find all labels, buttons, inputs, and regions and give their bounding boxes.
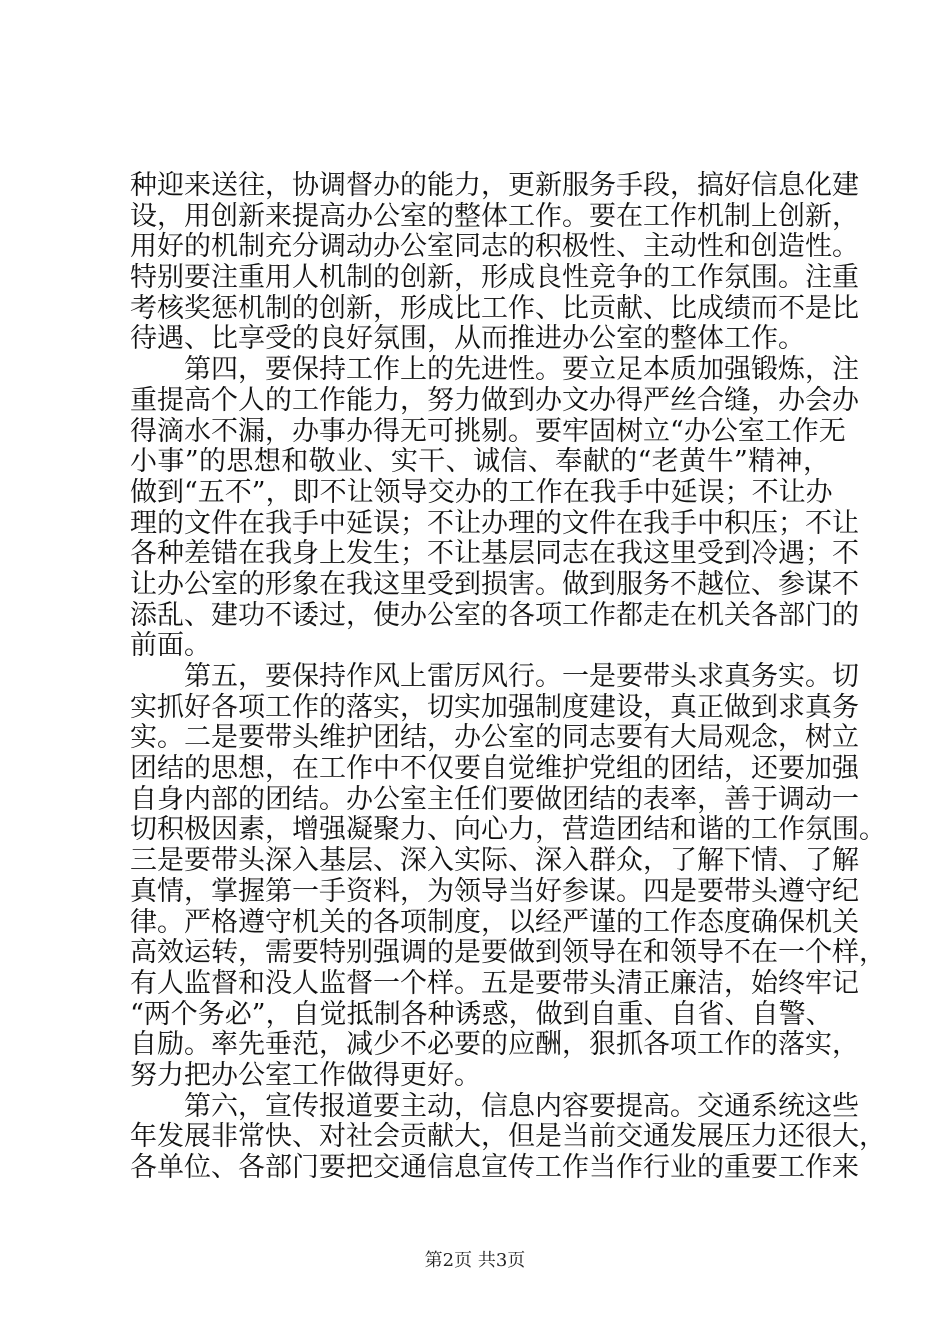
text-line: 实抓好各项工作的落实，切实加强制度建设，真正做到求真务 — [130, 691, 859, 723]
text-line: 自励。率先垂范，减少不必要的应酬，狠抓各项工作的落实， — [130, 1029, 859, 1061]
text-line: “两个务必”，自觉抵制各种诱惑，做到自重、自省、自警、 — [130, 998, 833, 1030]
text-line: 理的文件在我手中延误；不让办理的文件在我手中积压；不让 — [130, 507, 859, 539]
text-line: 律。严格遵守机关的各项制度，以经严谨的工作态度确保机关 — [130, 906, 859, 938]
text-line: 得滴水不漏，办事办得无可挑剔。要牢固树立“办公室工作无 — [130, 415, 846, 447]
text-line: 小事”的思想和敬业、实干、诚信、奉献的“老黄牛”精神， — [130, 446, 830, 478]
text-line: 添乱、建功不诿过，使办公室的各项工作都走在机关各部门的 — [130, 599, 859, 631]
text-line: 待遇、比享受的良好氛围，从而推进办公室的整体工作。 — [130, 323, 805, 355]
text-line: 真情，掌握第一手资料，为领导当好参谋。四是要带头遵守纪 — [130, 875, 859, 907]
text-line: 用好的机制充分调动办公室同志的积极性、主动性和创造性。 — [130, 231, 859, 263]
text-line: 特别要注重用人机制的创新，形成良性竞争的工作氛围。注重 — [130, 262, 859, 294]
text-line: 设，用创新来提高办公室的整体工作。要在工作机制上创新， — [130, 200, 859, 232]
text-line: 实。二是要带头维护团结，办公室的同志要有大局观念，树立 — [130, 722, 859, 754]
text-line: 努力把办公室工作做得更好。 — [130, 1059, 481, 1091]
text-line: 第四，要保持工作上的先进性。要立足本质加强锻炼，注 — [184, 354, 859, 386]
text-line: 切积极因素，增强凝聚力、向心力，营造团结和谐的工作氛围。 — [130, 814, 886, 846]
page-footer: 第2页 共3页 — [424, 1250, 526, 1271]
text-line: 年发展非常快、对社会贡献大，但是当前交通发展压力还很大， — [130, 1121, 886, 1153]
text-line: 第六，宣传报道要主动，信息内容要提高。交通系统这些 — [184, 1090, 859, 1122]
text-line: 第五，要保持作风上雷厉风行。一是要带头求真务实。切 — [184, 661, 859, 692]
text-line: 让办公室的形象在我这里受到损害。做到服务不越位、参谋不 — [130, 568, 859, 600]
text-line: 团结的思想，在工作中不仅要自觉维护党组的团结，还要加强 — [130, 753, 859, 785]
text-line: 各种差错在我身上发生；不让基层同志在我这里受到冷遇；不 — [130, 538, 859, 570]
text-line: 做到“五不”，即不让领导交办的工作在我手中延误；不让办 — [130, 476, 833, 508]
text-line: 高效运转，需要特别强调的是要做到领导在和领导不在一个样， — [130, 937, 886, 969]
text-line: 三是要带头深入基层、深入实际、深入群众，了解下情、了解 — [130, 845, 859, 877]
text-line: 重提高个人的工作能力，努力做到办文办得严丝合缝，办会办 — [130, 384, 859, 416]
text-line: 前面。 — [130, 630, 211, 662]
text-line: 各单位、各部门要把交通信息宣传工作当作行业的重要工作来 — [130, 1152, 859, 1183]
text-line: 考核奖惩机制的创新，形成比工作、比贡献、比成绩而不是比 — [130, 292, 859, 324]
text-line: 有人监督和没人监督一个样。五是要带头清正廉洁，始终牢记 — [130, 967, 859, 999]
text-line: 种迎来送往，协调督办的能力，更新服务手段，搞好信息化建 — [130, 170, 859, 201]
document-body — [130, 170, 886, 1184]
text-line: 自身内部的团结。办公室主任们要做团结的表率，善于调动一 — [130, 783, 859, 815]
